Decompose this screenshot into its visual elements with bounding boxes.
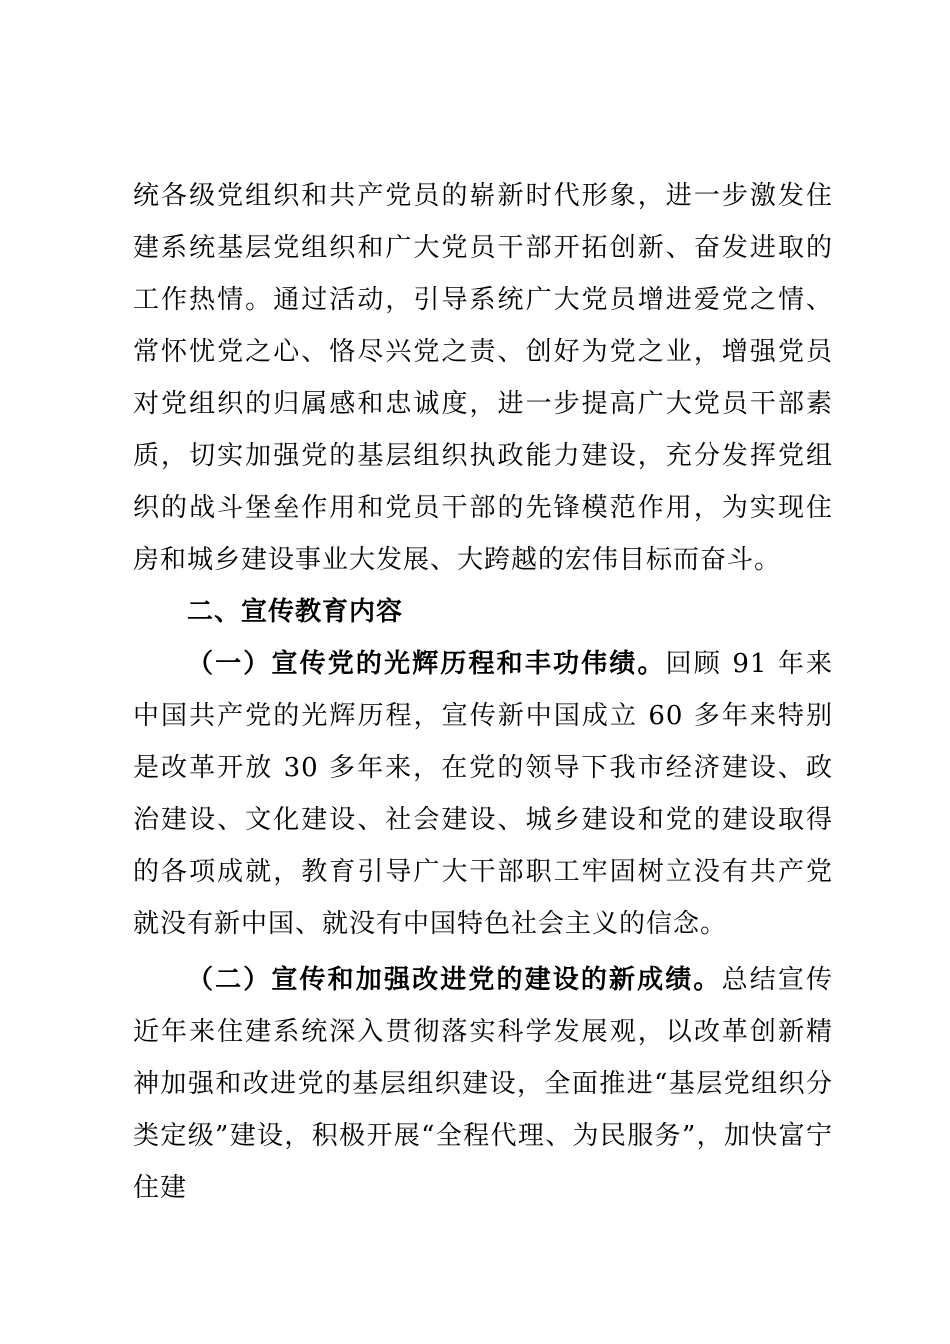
- paragraph-item-2: [133, 954, 833, 1214]
- item-1-lead: （一）宣传党的光辉历程和丰功伟绩。: [187, 649, 666, 679]
- paragraph-continuation: 统各级党组织和共产党员的崭新时代形象，进一步激发住建系统基层党组织和广大党员干部开拓创新、奋发进取的工作热情。通过活动，引导系统广大党员增进爱党之情、常怀忧党之心、恪尽兴党之责、创好为党之业，增强党员对党组织的归属感和忠诚度，进一步提高广大党员干部素质，切实加强党的基层组织执政能力建设，充分发挥党组织的战斗堡垒作用和党员干部的先锋模范作用，为实现住房和城乡建设事业大发展、大跨越的宏伟目标而奋斗。: [133, 181, 833, 575]
- item-2-text: 总结宣传近年来住建系统深入贯彻落实科学发展观，以改革创新精神加强和改进党的基层组织建设，全面推进“基层党组织分类定级”建设，积极开展“全程代理、为民服务”，加快富宁住建: [133, 965, 833, 1203]
- document-body: [133, 170, 833, 1214]
- paragraph-item-1: [133, 638, 833, 950]
- item-1-text: 回顾 91 年来中国共产党的光辉历程，宣传新中国成立 60 多年来特别是改革开放 30 多年来，在党的领导下我市经济建设、政治建设、文化建设、社会建设、城乡建设和党的建设取得的各项成就，教育引导广大干部职工牢固树立没有共产党就没有新中国、就没有中国特色社会主义的信念。: [133, 649, 833, 939]
- section-heading: 二、宣传教育内容: [187, 597, 404, 627]
- item-2-lead: （二）宣传和加强改进党的建设的新成绩。: [187, 965, 722, 995]
